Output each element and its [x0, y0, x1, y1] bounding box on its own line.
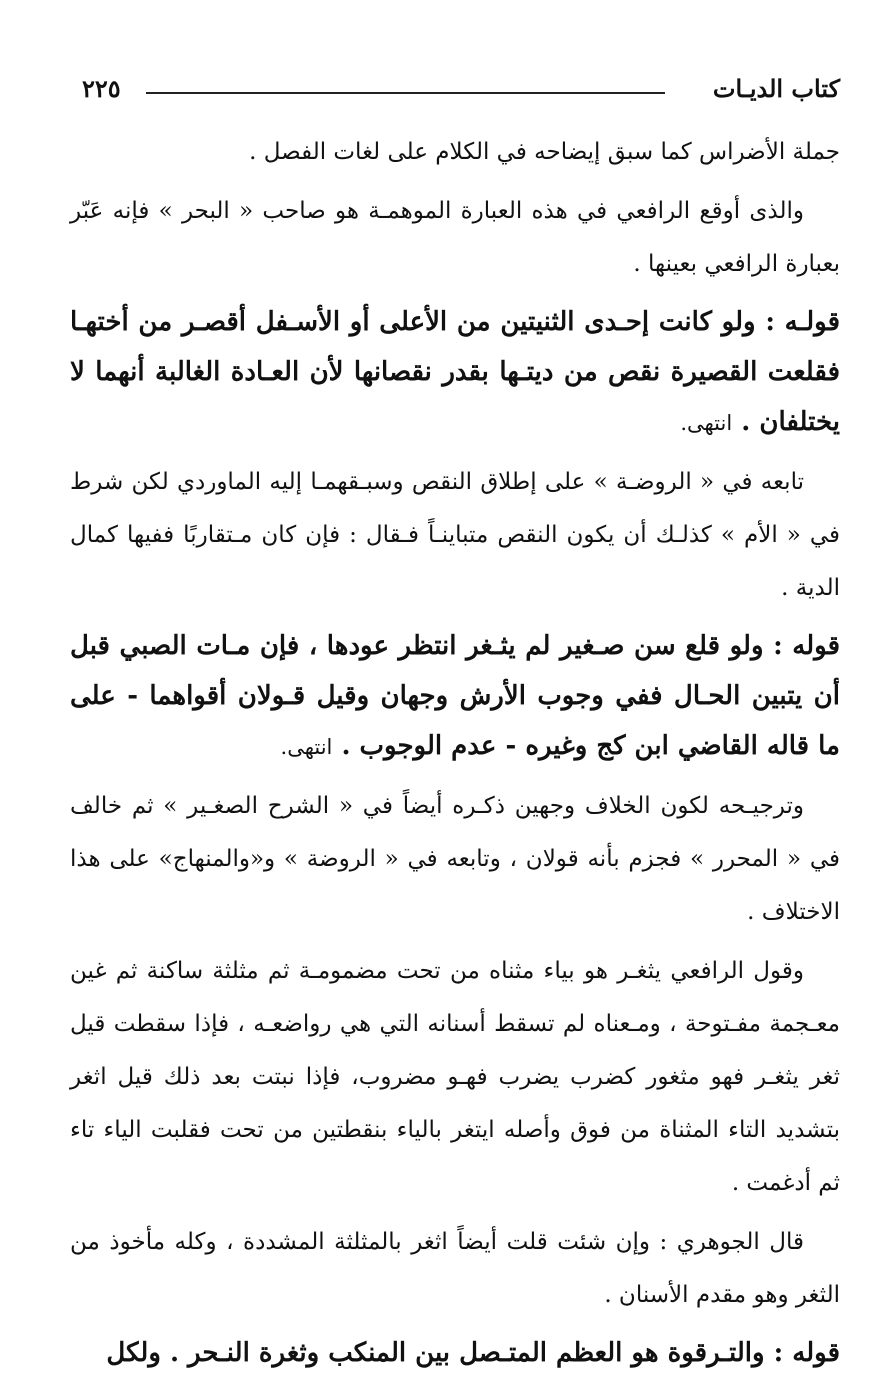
chapter-title: كتاب الديـات: [712, 74, 840, 103]
paragraph-6: قال الجوهري : وإن شئت قلت أيضاً اثغر بالمثلثة المشددة ، وكله مأخوذ من الثغر وهو مقدم الأسنان .: [70, 1229, 840, 1308]
quoted-statement-text: قوله : والتـرقوة هو العظم المتـصل بين المنكب وثغرة النـحر . ولكل: [106, 1338, 840, 1368]
quoted-statement-3: [70, 1328, 840, 1378]
quoted-statement-text: قوله : ولو قلع سن صـغير لم يثـغر انتظر عودها ، فإن مـات الصبي قبل أن يتبين الحـال ففي وجوب الأرش وجهان وقيل قـولان أقواهما - على ما قاله القاضي ابن كج وغيره - عدم الوجوب .: [70, 631, 841, 761]
quoted-statement-text: قولـه : ولو كانت إحـدى الثنيتين من الأعلى أو الأسـفل أقصـر من أختهـا فقلعت القصيرة نقص من ديتـها بقدر نقصانها لأن العـادة الغالبة أنهما لا يختلفان .: [70, 307, 840, 437]
paragraph-1: جملة الأضراس كما سبق إيضاحه في الكلام على لغات الفصل .: [249, 139, 840, 165]
paragraph-5: وقول الرافعي يثغـر هو بياء مثناه من تحت مضمومـة ثم مثلثة ساكنة ثم غين معـجمة مفـتوحة ، ومـعناه لم تسقط أسنانه التي هي رواضعـه ، فإذا سقطت قيل ثغر يثغـر فهو مثغور كضرب يضرب فهـو مضروب، فإذا نبتت بعد ذلك قيل اثغر بتشديد التاء المثناة من فوق وأصله ايتغر بالياء بنقطتين من تحت فقلبت الياء تاء ثم أدغمت .: [70, 958, 840, 1196]
header-rule: [146, 92, 665, 94]
paragraph-4: وترجيـحه لكون الخلاف وجهين ذكـره أيضاً في « الشرح الصغـير » ثم خالف في « المحرر » فجزم بأنه قولان ، وتابعه في « الروضة » و«والمنهاج» على هذا الاختلاف .: [70, 793, 840, 925]
running-header: [68, 70, 840, 114]
page-body: [70, 126, 840, 1386]
intaha-marker: انتهى.: [280, 735, 333, 759]
page-number: ٢٢٥: [82, 74, 121, 103]
paragraph-2: والذى أوقع الرافعي في هذه العبارة الموهمـة هو صاحب « البحر » فإنه عَبّر بعبارة الرافعي بعينها .: [70, 198, 840, 277]
paragraph-3: تابعه في « الروضـة » على إطلاق النقص وسبـقهمـا إليه الماوردي لكن شرط في « الأم » كذلـك أن يكون النقص متباينـاً فـقال : فإن كان مـتقاربًا ففيها كمال الدية .: [70, 469, 840, 601]
intaha-marker: انتهى.: [680, 411, 733, 435]
quoted-statement-1: [70, 297, 840, 448]
quoted-statement-2: [70, 621, 840, 772]
